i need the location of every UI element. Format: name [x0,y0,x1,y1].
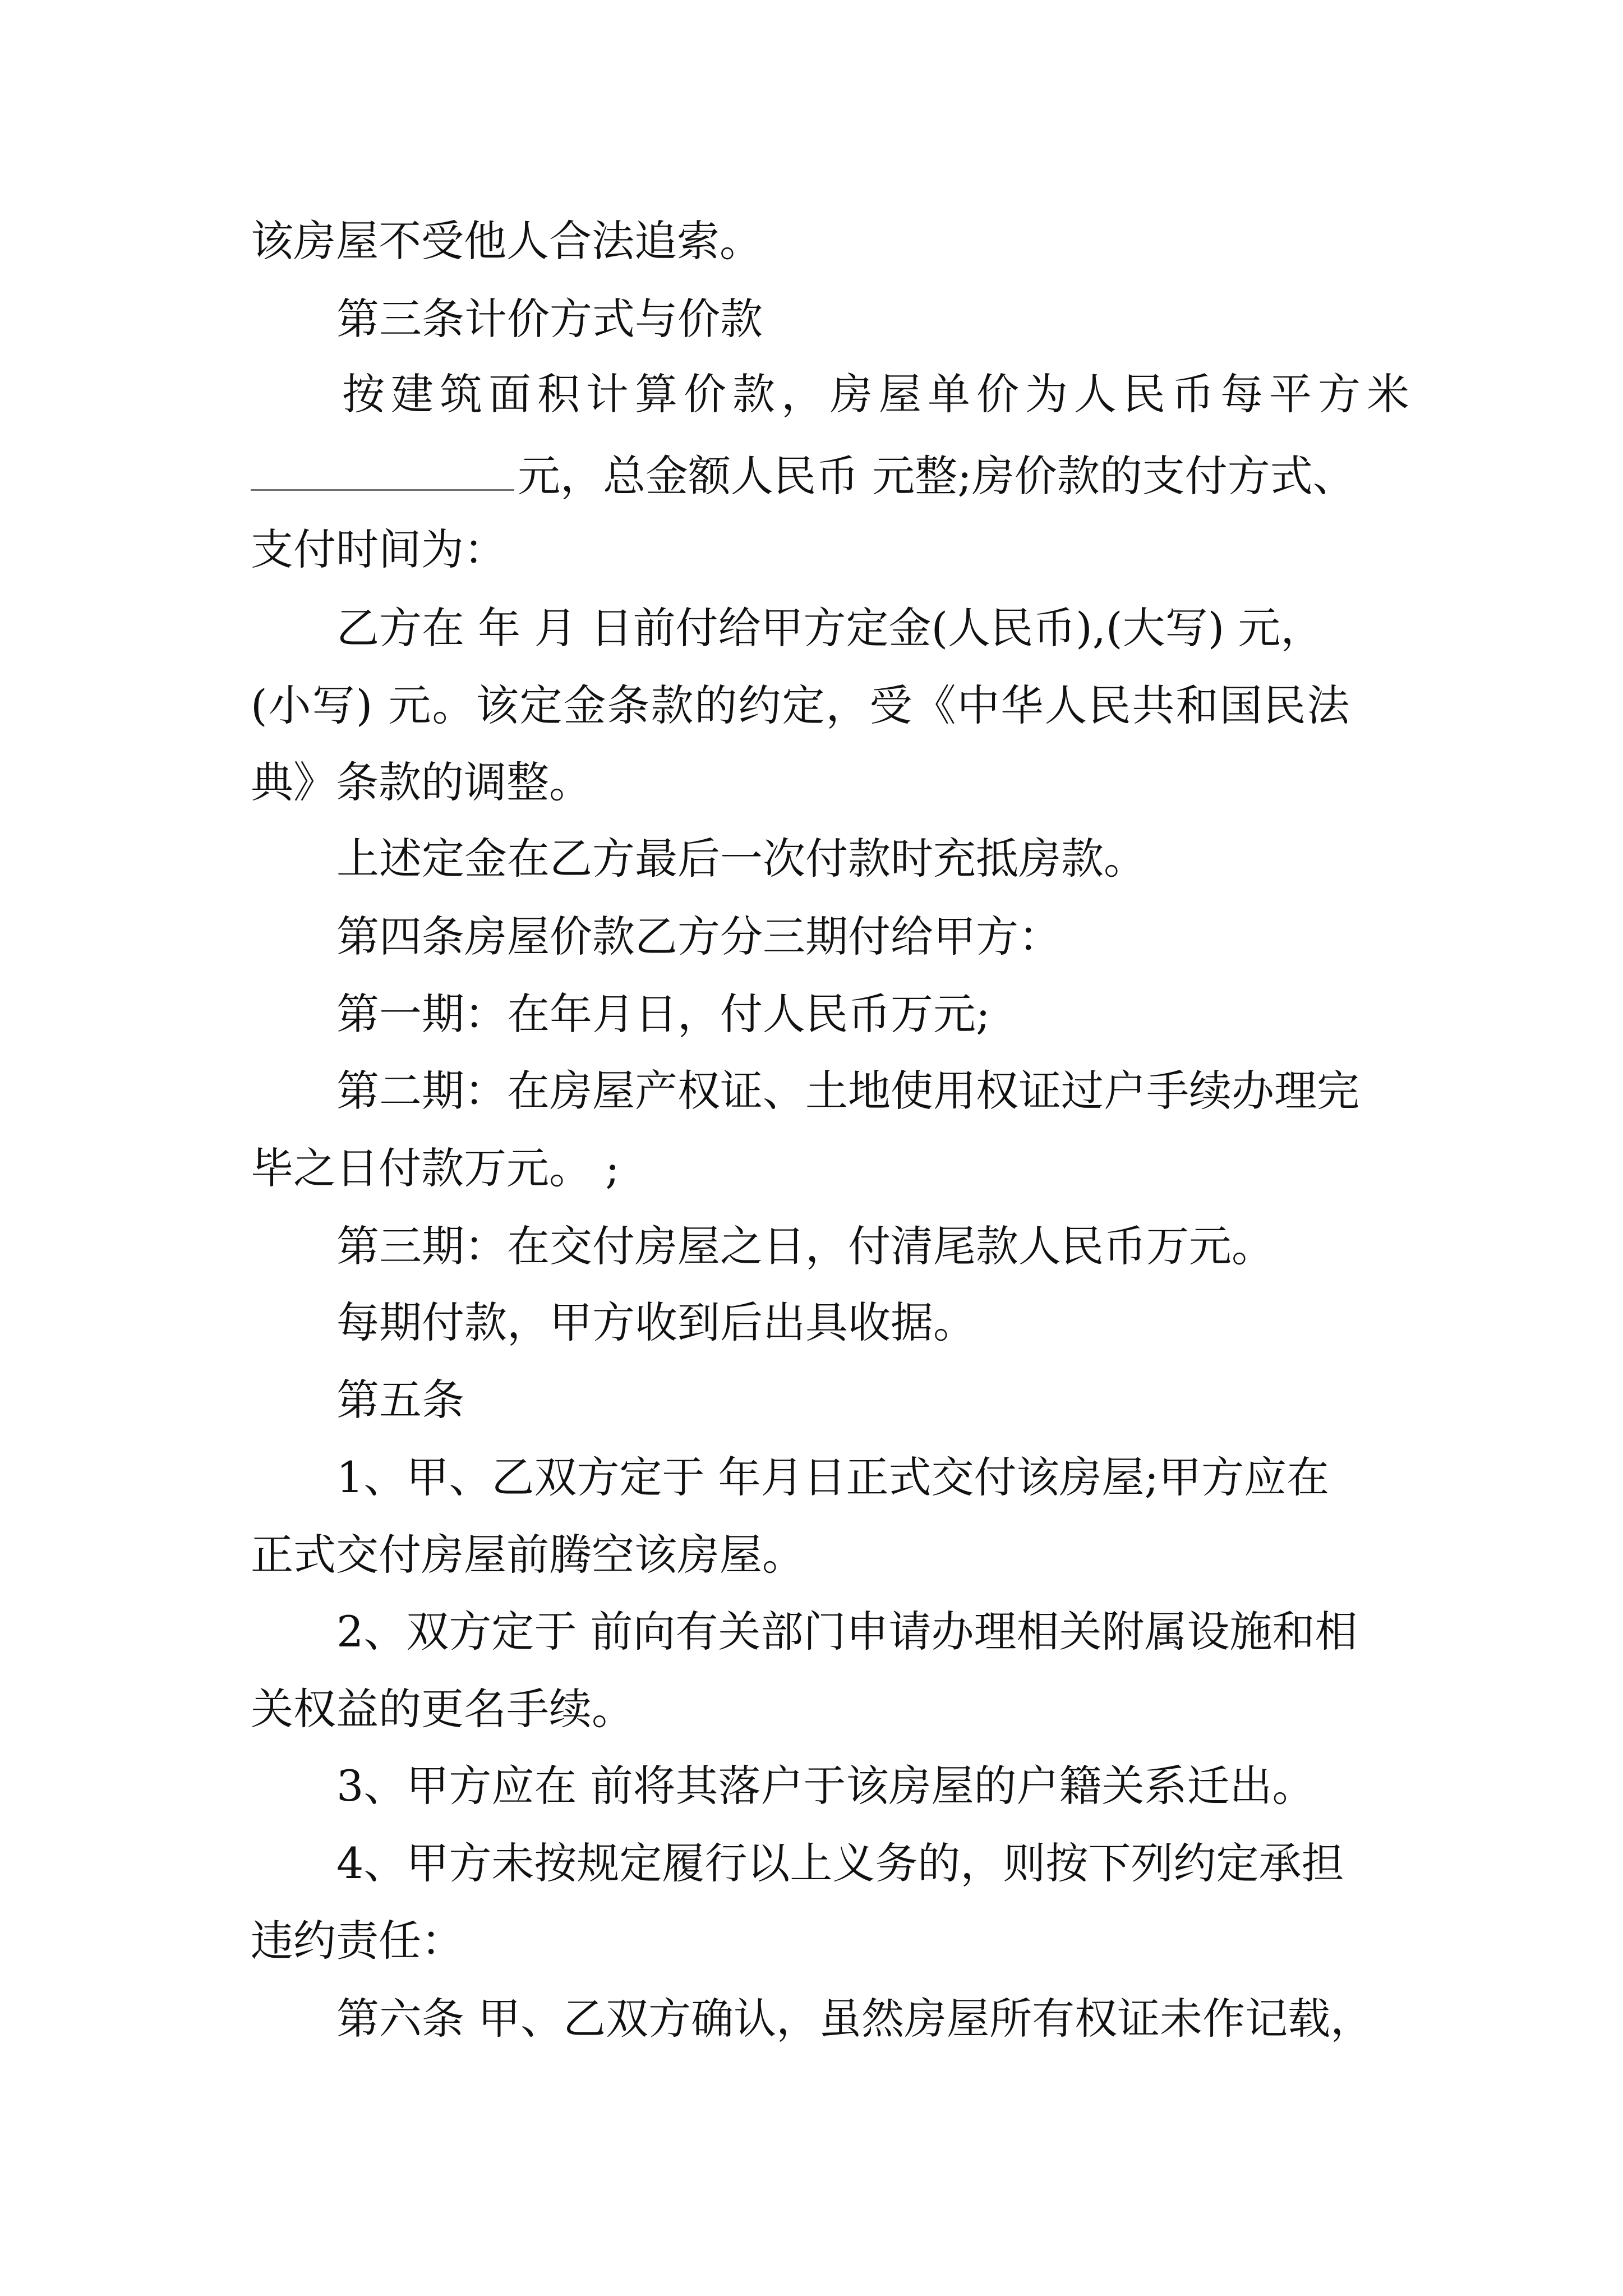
text-line: 毕之日付款万元。 ; [251,1143,620,1193]
text-line: 违约责任： [251,1916,464,1966]
text-line: 上述定金在乙方最后一次付款时充抵房款。 [336,834,1146,884]
fill-in-blank [251,447,514,491]
text-segment: 元，总金额人民币 元整;房价款的支付方式、 [518,451,1355,501]
text-line: 1、甲、乙双方定于 年月日正式交付该房屋;甲方应在 [336,1452,1330,1502]
text-line: 典》条款的调整。 [251,757,592,807]
text-line: 该房屋不受他人合法追索。 [251,216,762,266]
text-line: 3、甲方应在 前将其落户于该房屋的户籍关系迁出。 [336,1761,1315,1811]
text-line [251,447,1355,504]
text-line: 2、双方定于 前向有关部门申请办理相关附属设施和相 [336,1607,1358,1657]
text-line: 第一期：在年月日，付人民币万元; [336,989,990,1039]
text-line: 关权益的更名手续。 [251,1684,634,1734]
text-line: (小写) 元。该定金条款的约定，受《中华人民共和国民法 [251,680,1351,730]
section-heading: 第六条 甲、乙双方确认，虽然房屋所有权证未作记载， [336,1994,1373,2044]
text-line: 每期付款，甲方收到后出具收据。 [336,1297,976,1347]
text-line: 乙方在 年 月 日前付给甲方定金(人民币),(大写) 元， [336,603,1324,653]
section-heading: 第四条房屋价款乙方分三期付给甲方： [336,912,1061,961]
section-heading: 第三条计价方式与价款 [336,294,763,344]
text-line: 第三期：在交付房屋之日，付清尾款人民币万元。 [336,1221,1274,1271]
text-line: 第二期：在房屋产权证、土地使用权证过户手续办理完 [336,1066,1359,1116]
text-line: 正式交付房屋前腾空该房屋。 [251,1530,805,1580]
text-line: 4、甲方未按规定履行以上义务的，则按下列约定承担 [336,1838,1344,1888]
text-line: 支付时间为： [251,524,506,574]
section-heading: 第五条 [336,1375,464,1425]
text-line: 按建筑面积计算价款，房屋单价为人民币每平方米 [342,369,1415,419]
